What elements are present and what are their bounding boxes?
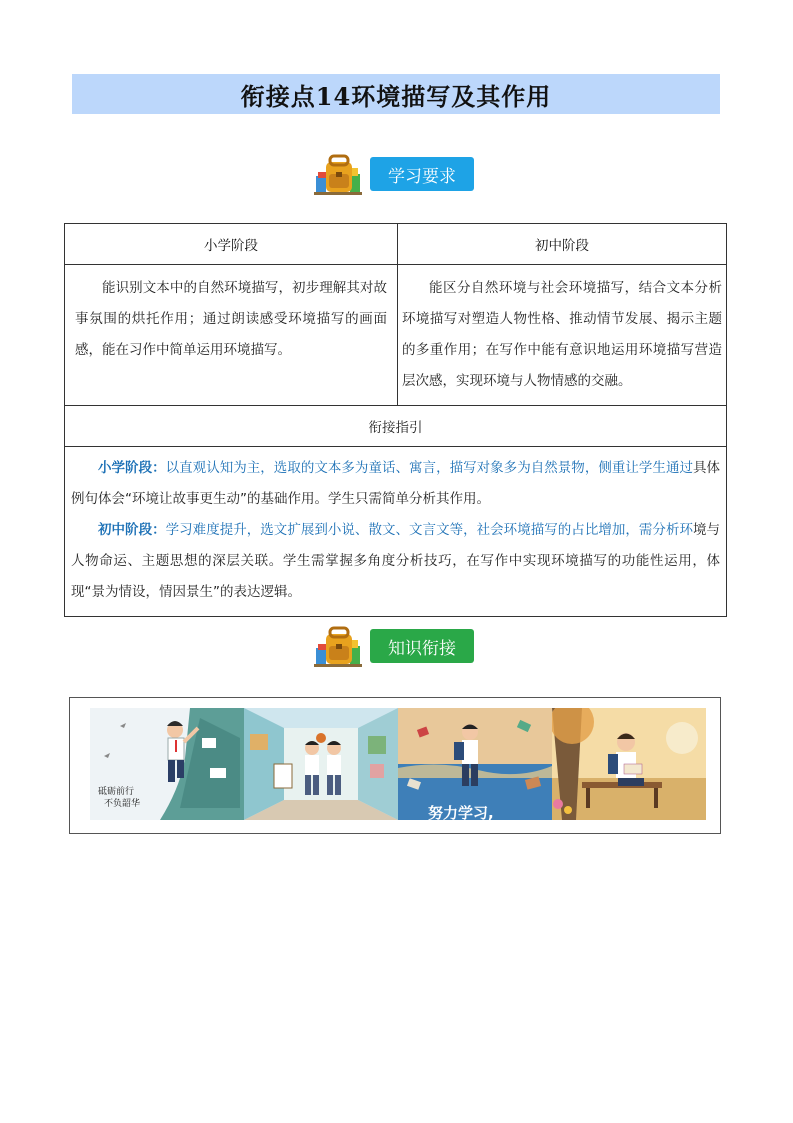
illustration-gallery [69, 697, 721, 834]
guide-paragraph-primary [71, 453, 720, 515]
guide-rest-primary: 具体例句体会“环境让故事更生动”的基础作用。学生只需简单分析其作用。 [71, 460, 721, 507]
requirements-table [64, 223, 727, 617]
illustration-boy-reading [552, 708, 706, 820]
section-head-knowledge [314, 624, 474, 668]
tag-requirements-label: 学习要求 [388, 166, 456, 187]
illustration-strip [90, 708, 706, 820]
panel1-text-line1: 砥砺前行 [98, 787, 135, 797]
panel1-text-line2: 不负韶华 [104, 799, 141, 809]
tag-knowledge [370, 629, 474, 663]
illustration-climbing-boy [90, 708, 244, 820]
section-head-requirements [314, 152, 474, 196]
guide-highlight-primary: 以直观认知为主，选取的文本多为童话、寓言，描写对象多为自然景物，侧重让学生通过 [165, 460, 693, 476]
guide-rest-middle: 境与人物命运、主题思想的深层关联。学生需掌握多角度分析技巧，在写作中实现环境描写的功能性运用，体现“景为情设，情因景生”的表达逻辑。 [71, 522, 721, 600]
title-bar [72, 74, 720, 114]
col1-text: 能识别文本中的自然环境描写，初步理解其对故事氛围的烘托作用；通过朗读感受环境描写的画面感，能在习作中简单运用环境描写。 [65, 265, 398, 406]
guide-highlight-middle: 学习难度提升，选文扩展到小说、散文、文言文等，社会环境描写的占比增加，需分析环 [165, 522, 693, 538]
school-bag-icon [314, 624, 362, 668]
panel3-text: 努力学习, [428, 804, 494, 820]
guide-label-primary: 小学阶段： [98, 460, 166, 476]
school-bag-icon [314, 152, 362, 196]
table-content-row [65, 265, 727, 406]
illustration-boy-water [398, 708, 552, 820]
col2-text: 能区分自然环境与社会环境描写，结合文本分析环境描写对塑造人物性格、推动情节发展、揭示主题的多重作用；在写作中能有意识地运用环境描写营造层次感，实现环境与人物情感的交融。 [398, 265, 727, 406]
tag-knowledge-label: 知识衔接 [388, 638, 456, 659]
guide-header-row [65, 406, 727, 447]
tag-requirements [370, 157, 474, 191]
table-header-row [65, 224, 727, 265]
guide-header: 衔接指引 [65, 406, 727, 447]
page-title: 衔接点14环境描写及其作用 [240, 81, 552, 111]
guide-paragraph-middle [71, 515, 720, 608]
guide-body-row [65, 447, 727, 617]
guide-body [65, 447, 727, 617]
col2-header: 初中阶段 [398, 224, 727, 265]
col1-header: 小学阶段 [65, 224, 398, 265]
guide-label-middle: 初中阶段： [98, 522, 166, 538]
illustration-hallway-boys [244, 708, 398, 820]
